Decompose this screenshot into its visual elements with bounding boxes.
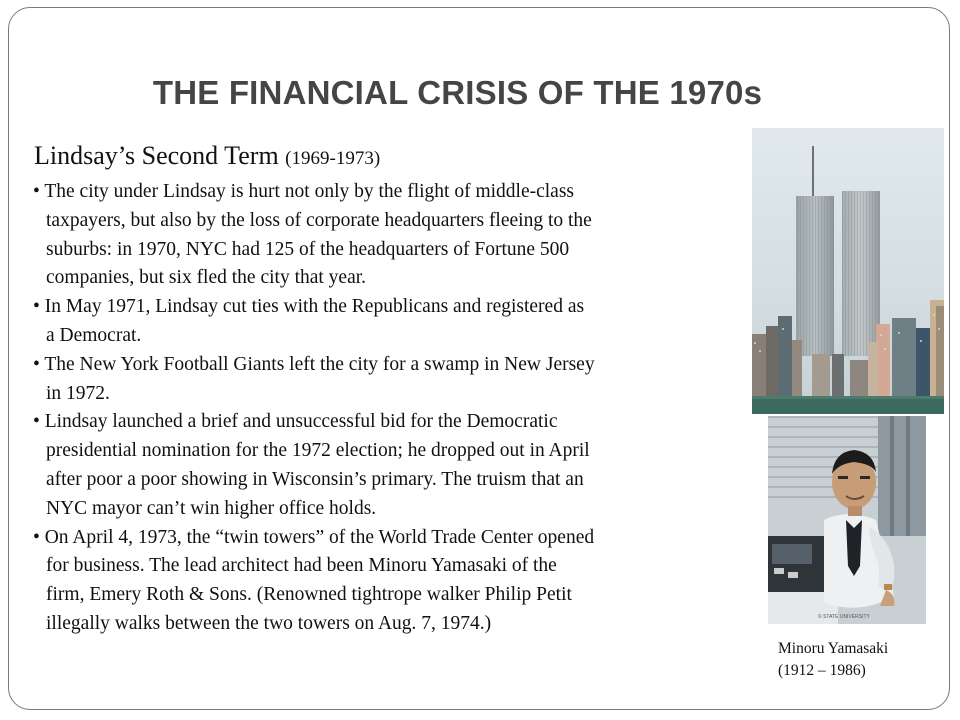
subtitle-years: (1969-1973) xyxy=(285,148,381,169)
bullet-line xyxy=(33,524,745,553)
bullet-text: Lindsay launched a brief and unsuccessful bid for the Democratic xyxy=(44,411,558,433)
bullet-line xyxy=(33,293,745,322)
bullet-line xyxy=(33,351,745,380)
bullet-item xyxy=(33,408,745,523)
bullet-line xyxy=(33,408,745,437)
bullet-line: NYC mayor can’t win higher office holds. xyxy=(46,497,377,519)
bullet-item xyxy=(33,293,745,351)
bullet-line: a Democrat. xyxy=(46,324,142,346)
twin-towers-illustration xyxy=(752,128,944,414)
portrait-illustration xyxy=(768,416,926,624)
bullet-line: in 1972. xyxy=(46,382,110,404)
bullet-line: illegally walks between the two towers on Aug. 7, 1974.) xyxy=(46,612,492,634)
bullet-line: after poor a poor showing in Wisconsin’s primary. The truism that an xyxy=(46,468,584,490)
bullet-marker: • xyxy=(33,296,40,318)
bullet-text: On April 4, 1973, the “twin towers” of the World Trade Center opened xyxy=(44,526,595,548)
bullet-marker: • xyxy=(33,411,40,433)
slide-title: THE FINANCIAL CRISIS OF THE 1970s xyxy=(152,74,763,111)
bullet-item xyxy=(33,178,745,293)
subtitle-text: Lindsay’s Second Term xyxy=(34,141,279,170)
caption-name: Minoru Yamasaki xyxy=(778,640,889,657)
bullet-line xyxy=(33,178,745,207)
bullet-line: firm, Emery Roth & Sons. (Renowned tightrope walker Philip Petit xyxy=(46,584,572,606)
bullet-line: companies, but six fled the city that year. xyxy=(46,267,367,289)
bullet-marker: • xyxy=(33,526,40,548)
bullet-line: presidential nomination for the 1972 election; he dropped out in April xyxy=(46,440,590,462)
bullet-marker: • xyxy=(33,353,40,375)
bullet-marker: • xyxy=(33,181,40,202)
section-subtitle xyxy=(34,141,380,171)
bullet-item xyxy=(33,351,745,409)
bullet-text: The New York Football Giants left the city for a swamp in New Jersey xyxy=(44,353,595,375)
bullet-line: suburbs: in 1970, NYC had 125 of the headquarters of Fortune 500 xyxy=(46,238,570,260)
photo-caption xyxy=(778,638,888,682)
bullet-text: The city under Lindsay is hurt not only by the flight of middle-class xyxy=(44,181,575,202)
bullet-list xyxy=(33,178,745,639)
photo-watermark: © STATE UNIVERSITY xyxy=(818,614,870,620)
bullet-text: In May 1971, Lindsay cut ties with the Republicans and registered as xyxy=(44,296,585,318)
caption-dates: (1912 – 1986) xyxy=(778,662,866,679)
minoru-yamasaki-photo xyxy=(768,416,926,624)
bullet-item xyxy=(33,524,745,639)
bullet-line: taxpayers, but also by the loss of corporate headquarters fleeing to the xyxy=(46,209,592,231)
bullet-line: for business. The lead architect had been Minoru Yamasaki of the xyxy=(46,555,557,577)
world-trade-center-photo xyxy=(752,128,944,414)
